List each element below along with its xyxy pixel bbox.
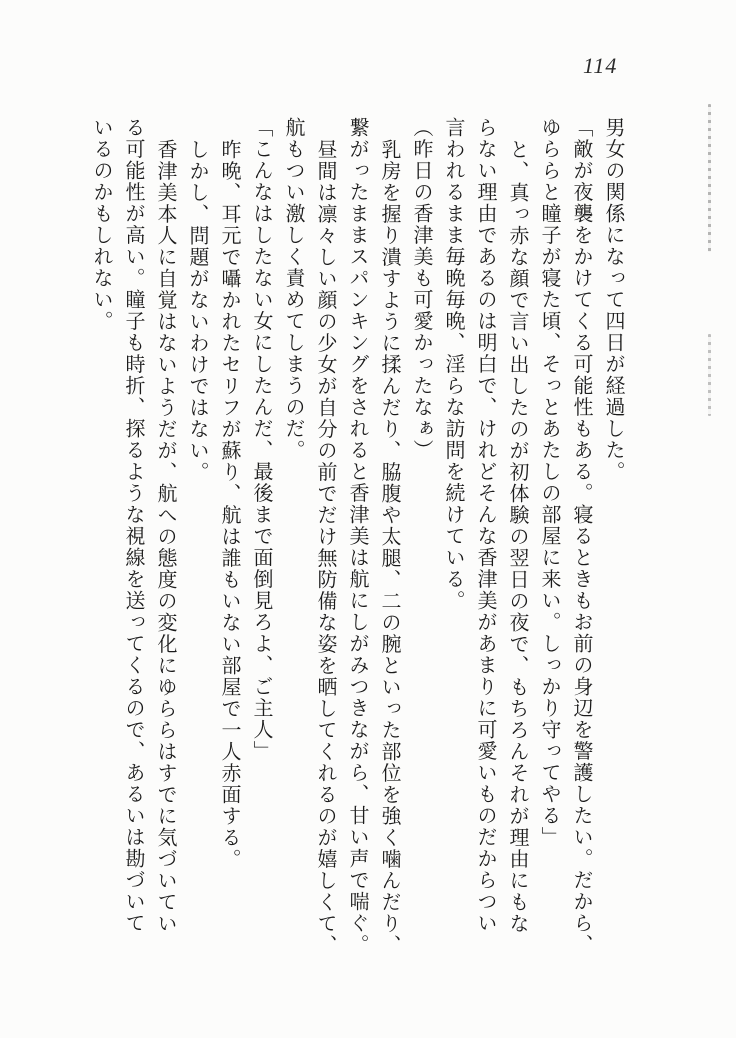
text-column: 乳房を握り潰すように揉んだり、脇腹や太腿、二の腕といった部位を強く噛んだり、 bbox=[378, 138, 400, 956]
text-column: いるのかもしれない。 bbox=[90, 117, 112, 332]
text-column: （昨日の香津美も可愛かったなぁ） bbox=[410, 117, 432, 461]
text-column: 航もつい激しく責めてしまうのだ。 bbox=[282, 117, 304, 461]
text-column: 言われるまま毎晩毎晩、淫らな訪問を続けている。 bbox=[442, 117, 464, 612]
text-column: ゆららと瞳子が寝た頃、そっとあたしの部屋に来い。しっかり守ってやる」 bbox=[538, 117, 560, 848]
text-column: 男女の関係になって四日が経過した。 bbox=[602, 117, 624, 483]
text-column: 昨晩、耳元で囁かれたセリフが蘇り、航は誰もいない部屋で一人赤面する。 bbox=[218, 138, 240, 870]
text-column: る可能性が高い。瞳子も時折、探るような視線を送ってくるので、あるいは勘づいて bbox=[122, 117, 144, 934]
text-column: 繋がったままスパンキングをされると香津美は航にしがみつきながら、甘い声で喘ぐ。 bbox=[346, 117, 368, 956]
text-column: 「こんなはしたない女にしたんだ、最後まで面倒見ろよ、ご主人」 bbox=[250, 117, 272, 762]
page-text bbox=[85, 117, 629, 959]
text-column: しかし、問題がないわけではない。 bbox=[186, 138, 208, 483]
text-column: 昼間は凛々しい顔の少女が自分の前でだけ無防備な姿を晒してくれるのが嬉しくて、 bbox=[314, 138, 336, 956]
scan-artifact bbox=[708, 334, 711, 416]
text-column: と、真っ赤な顔で言い出したのが初体験の翌日の夜で、もちろんそれが理由にもな bbox=[506, 138, 528, 934]
page-number: 114 bbox=[583, 53, 618, 78]
text-column: 「敵が夜襲をかけてくる可能性もある。寝るときもお前の身辺を警護したい。だから、 bbox=[570, 117, 592, 956]
text-column: 香津美本人に自覚はないようだが、航への態度の変化にゆららはすでに気づいてい bbox=[154, 138, 176, 934]
text-column: らない理由であるのは明白で、けれどそんな香津美があまりに可愛いものだからつい bbox=[474, 117, 496, 934]
scan-artifact bbox=[708, 104, 711, 252]
